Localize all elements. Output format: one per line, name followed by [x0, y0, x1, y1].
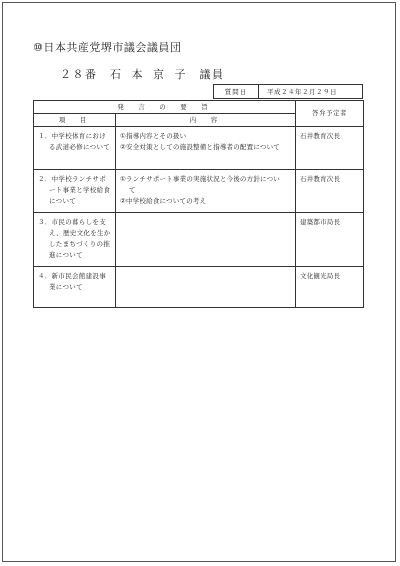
- party-title: ⑩日本共産党堺市議会議員団: [33, 41, 182, 54]
- responder-cell: 石井教育次長: [296, 127, 364, 170]
- item-cell: [34, 267, 116, 308]
- item-cell: [34, 127, 116, 170]
- item-text: したまちづくりの推: [49, 240, 111, 248]
- content-text: ②安全対策としての施設整備と指導者の配置について: [120, 143, 280, 151]
- date-value: 平成２４年２月２９日: [267, 88, 337, 96]
- question-table: [33, 100, 364, 308]
- responder-cell: 石井教育次長: [296, 170, 364, 213]
- content-cell: [116, 170, 296, 213]
- header-responder: 答弁予定者: [296, 101, 364, 127]
- header-item: 項 目: [34, 114, 116, 127]
- content-text: て: [129, 186, 136, 194]
- item-text: 進について: [49, 251, 83, 259]
- item-text: 業について: [49, 283, 83, 291]
- question-date-box: [213, 84, 363, 99]
- table-row: [34, 213, 364, 267]
- content-text: ①指導内容とその扱い: [120, 132, 187, 140]
- item-text: ート事業と学校給食: [49, 186, 111, 194]
- date-label: 質問日: [214, 85, 259, 98]
- table-row: [34, 170, 364, 213]
- member-name: ２８番 石 本 京 子 議員: [60, 68, 225, 81]
- item-text: ２．中学校ランチサポ: [38, 175, 106, 183]
- responder-cell: 文化観光局長: [296, 267, 364, 308]
- table-row: [34, 127, 364, 170]
- content-text: ②中学校給食についての考え: [120, 197, 207, 205]
- item-text: ４．新市民会館建設事: [38, 272, 106, 280]
- item-text: １．中学校体育におけ: [38, 132, 106, 140]
- item-cell: [34, 170, 116, 213]
- content-text: ①ランチサポート事業の実施状況と今後の方針につい: [120, 175, 280, 183]
- content-cell: [116, 267, 296, 308]
- item-text: ３．市民の暮らしを支: [38, 218, 106, 226]
- item-text: る武道必修について: [49, 143, 111, 151]
- content-cell: [116, 127, 296, 170]
- item-text: について: [49, 197, 77, 205]
- header-speech-summary: 発 言 の 要 旨: [34, 101, 296, 114]
- table-row: [34, 267, 364, 308]
- item-cell: [34, 213, 116, 267]
- content-cell: [116, 213, 296, 267]
- header-content: 内 容: [116, 114, 296, 127]
- responder-cell: 建築都市局長: [296, 213, 364, 267]
- item-text: え、歴史文化を生か: [49, 229, 111, 237]
